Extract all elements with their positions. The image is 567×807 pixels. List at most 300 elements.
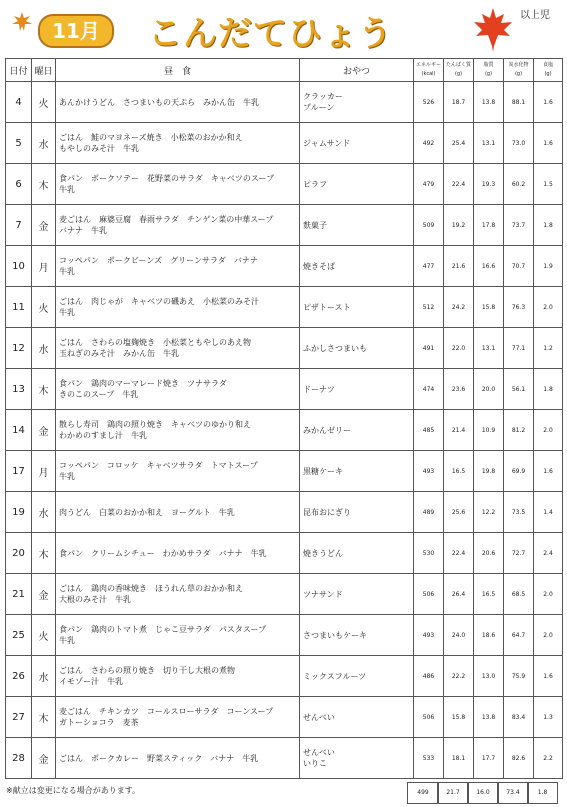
snack-cell-line-1: 麩菓子	[303, 220, 327, 230]
fat-cell-line-1: 17.7	[481, 754, 496, 762]
salt-cell-line-1: 2.0	[543, 631, 553, 639]
protein-cell	[444, 123, 474, 164]
energy-cell	[414, 205, 444, 246]
lunch-cell-line-2: イモゾー汁 牛乳	[59, 677, 123, 686]
weekday-cell-line-1: 水	[38, 508, 49, 520]
fat-cell	[474, 615, 504, 656]
fat-cell-line-1: 13.1	[481, 344, 496, 352]
energy-cell	[414, 533, 444, 574]
snack-cell	[300, 697, 414, 738]
snack-cell-line-1: ツナサンド	[303, 589, 343, 599]
date-cell-line-1: 17	[12, 465, 25, 477]
weekday-cell-line-1: 火	[38, 631, 49, 643]
snack-cell	[300, 82, 414, 123]
energy-cell-line-1: 492	[422, 139, 435, 147]
lunch-cell	[56, 164, 300, 205]
fat-cell-line-1: 13.1	[481, 139, 496, 147]
weekday-cell-line-1: 木	[38, 549, 49, 561]
lunch-cell	[56, 533, 300, 574]
salt-cell-line-1: 1.6	[543, 467, 553, 475]
lunch-cell	[56, 615, 300, 656]
fat-cell-line-1: 20.0	[481, 385, 496, 393]
energy-cell	[414, 410, 444, 451]
weekday-cell-line-1: 火	[38, 98, 49, 110]
header-lunch: 昼 食	[56, 59, 300, 82]
carb-cell	[504, 410, 534, 451]
protein-cell	[444, 492, 474, 533]
snack-cell-line-1: 昆布おにぎり	[303, 507, 351, 517]
date-cell-line-1: 13	[12, 383, 25, 395]
carb-cell	[504, 697, 534, 738]
table-row	[6, 574, 563, 615]
snack-cell-line-1: ミックスフルーツ	[303, 671, 367, 681]
lunch-cell-line-1: ごはん 鶏肉の香味焼き ほうれん草のおかか和え	[59, 584, 243, 593]
carb-cell	[504, 164, 534, 205]
protein-cell-line-1: 16.5	[451, 467, 466, 475]
protein-cell	[444, 697, 474, 738]
table-row	[6, 164, 563, 205]
protein-cell	[444, 246, 474, 287]
protein-cell	[444, 205, 474, 246]
fat-cell-line-1: 12.2	[481, 508, 496, 516]
header-date: 日付	[6, 59, 32, 82]
carb-cell-line-1: 77.1	[511, 344, 526, 352]
snack-cell-line-1: ピザトースト	[303, 302, 351, 312]
snack-cell-line-1: 黒糖ケーキ	[303, 466, 343, 476]
date-cell-line-1: 6	[15, 178, 22, 190]
salt-cell	[534, 738, 563, 779]
carb-cell	[504, 287, 534, 328]
salt-cell-line-1: 2.0	[543, 303, 553, 311]
energy-cell	[414, 369, 444, 410]
energy-cell	[414, 492, 444, 533]
carb-cell-line-1: 73.7	[511, 221, 526, 229]
protein-cell	[444, 410, 474, 451]
date-cell	[6, 328, 32, 369]
energy-cell	[414, 123, 444, 164]
energy-cell	[414, 328, 444, 369]
weekday-cell	[32, 492, 56, 533]
protein-cell-line-1: 25.4	[451, 139, 466, 147]
energy-cell	[414, 82, 444, 123]
snack-cell-line-1: ピラフ	[303, 179, 327, 189]
energy-cell	[414, 697, 444, 738]
carb-cell	[504, 82, 534, 123]
table-row	[6, 738, 563, 779]
carb-cell	[504, 533, 534, 574]
carb-cell-line-1: 56.1	[511, 385, 526, 393]
lunch-cell	[56, 451, 300, 492]
fat-cell	[474, 246, 504, 287]
salt-cell-line-1: 1.3	[543, 713, 553, 721]
energy-cell	[414, 574, 444, 615]
date-cell-line-1: 26	[12, 670, 25, 682]
average-fat: 16.0	[467, 782, 499, 804]
lunch-cell-line-2: 牛乳	[59, 185, 75, 194]
snack-cell-line-1: せんべい	[303, 712, 335, 722]
weekday-cell	[32, 697, 56, 738]
fat-cell-line-1: 17.8	[481, 221, 496, 229]
fat-cell	[474, 205, 504, 246]
header-weekday: 曜日	[32, 59, 56, 82]
table-row	[6, 615, 563, 656]
salt-cell	[534, 164, 563, 205]
snack-cell	[300, 738, 414, 779]
energy-cell	[414, 451, 444, 492]
table-row	[6, 205, 563, 246]
salt-cell	[534, 410, 563, 451]
weekday-cell	[32, 246, 56, 287]
fat-cell	[474, 533, 504, 574]
fat-cell	[474, 82, 504, 123]
date-cell-line-1: 14	[12, 424, 25, 436]
weekday-cell	[32, 615, 56, 656]
lunch-cell-line-1: 散らし寿司 鶏肉の照り焼き キャベツのゆかり和え	[59, 420, 251, 429]
weekday-cell	[32, 123, 56, 164]
date-cell	[6, 164, 32, 205]
page-title: こんだてひょう	[148, 14, 393, 54]
footer-note: ※献立は変更になる場合があります。	[6, 786, 141, 795]
snack-cell	[300, 164, 414, 205]
carb-cell-line-1: 82.6	[511, 754, 526, 762]
salt-cell	[534, 492, 563, 533]
salt-cell-line-1: 1.6	[543, 672, 553, 680]
weekday-cell	[32, 656, 56, 697]
fat-cell	[474, 328, 504, 369]
fat-cell	[474, 410, 504, 451]
weekday-cell-line-1: 水	[38, 139, 49, 151]
fat-cell-line-1: 13.0	[481, 672, 496, 680]
snack-cell-line-1: せんべい	[303, 748, 335, 757]
energy-cell-line-1: 506	[422, 590, 435, 598]
date-cell-line-1: 25	[12, 629, 25, 641]
snack-cell	[300, 656, 414, 697]
average-carb: 73.4	[497, 782, 529, 804]
lunch-cell-line-1: コッペパン コロッケ キャベツサラダ トマトスープ	[59, 461, 258, 470]
protein-cell	[444, 328, 474, 369]
carb-cell	[504, 492, 534, 533]
protein-cell	[444, 451, 474, 492]
protein-cell	[444, 574, 474, 615]
weekday-cell-line-1: 木	[38, 180, 49, 192]
energy-cell	[414, 656, 444, 697]
snack-cell-line-1: ジャムサンド	[303, 138, 351, 148]
snack-cell	[300, 123, 414, 164]
weekday-cell-line-1: 月	[38, 262, 49, 274]
lunch-cell-line-1: 肉うどん 白菜のおかか和え ヨーグルト 牛乳	[59, 507, 235, 517]
date-cell-line-1: 12	[12, 342, 25, 354]
salt-cell	[534, 615, 563, 656]
carb-cell	[504, 615, 534, 656]
average-salt: 1.8	[527, 782, 558, 804]
lunch-cell-line-2: わかめのすまし汁 牛乳	[59, 431, 147, 440]
snack-cell	[300, 451, 414, 492]
table-row	[6, 451, 563, 492]
protein-cell	[444, 287, 474, 328]
menu-table	[5, 58, 563, 779]
protein-cell	[444, 615, 474, 656]
fat-cell-line-1: 20.6	[481, 549, 496, 557]
menu-table-body	[6, 82, 563, 779]
salt-cell	[534, 656, 563, 697]
date-cell-line-1: 19	[12, 506, 25, 518]
lunch-cell	[56, 123, 300, 164]
date-cell	[6, 246, 32, 287]
carb-cell	[504, 246, 534, 287]
lunch-cell	[56, 246, 300, 287]
lunch-cell	[56, 328, 300, 369]
fat-cell	[474, 492, 504, 533]
carb-cell-line-1: 75.9	[511, 672, 526, 680]
snack-cell	[300, 205, 414, 246]
protein-cell-line-1: 18.7	[451, 98, 466, 106]
table-row	[6, 410, 563, 451]
lunch-cell	[56, 410, 300, 451]
snack-cell	[300, 574, 414, 615]
protein-cell-line-1: 21.4	[451, 426, 466, 434]
salt-cell-line-1: 1.6	[543, 98, 553, 106]
lunch-cell	[56, 82, 300, 123]
lunch-cell-line-2: 大根のみそ汁 牛乳	[59, 595, 131, 604]
carb-cell	[504, 328, 534, 369]
energy-cell-line-1: 489	[422, 508, 435, 516]
header-carb: 炭水化物 (g)	[504, 59, 534, 82]
table-row	[6, 697, 563, 738]
protein-cell-line-1: 22.2	[451, 672, 466, 680]
date-cell-line-1: 10	[12, 260, 25, 272]
salt-cell-line-1: 1.8	[543, 385, 553, 393]
snack-cell-line-1: ドーナツ	[303, 384, 335, 394]
salt-cell	[534, 697, 563, 738]
carb-cell	[504, 123, 534, 164]
lunch-cell	[56, 287, 300, 328]
weekday-cell-line-1: 木	[38, 713, 49, 725]
lunch-cell-line-2: きのこのスープ 牛乳	[59, 390, 139, 399]
date-cell-line-1: 20	[12, 547, 25, 559]
table-row	[6, 656, 563, 697]
salt-cell-line-1: 2.0	[543, 590, 553, 598]
snack-cell	[300, 615, 414, 656]
lunch-cell-line-1: ごはん ポークカレー 野菜スティック バナナ 牛乳	[59, 753, 259, 763]
date-cell	[6, 697, 32, 738]
energy-cell	[414, 738, 444, 779]
snack-cell-line-1: 焼きそば	[303, 261, 335, 271]
protein-cell-line-1: 22.4	[451, 549, 466, 557]
fat-cell	[474, 123, 504, 164]
fat-cell-line-1: 16.6	[481, 262, 496, 270]
protein-cell	[444, 738, 474, 779]
carb-cell	[504, 205, 534, 246]
carb-cell	[504, 451, 534, 492]
fat-cell	[474, 164, 504, 205]
protein-cell-line-1: 24.0	[451, 631, 466, 639]
lunch-cell-line-2: 牛乳	[59, 636, 75, 645]
table-row	[6, 123, 563, 164]
protein-cell-line-1: 15.8	[451, 713, 466, 721]
date-cell	[6, 369, 32, 410]
salt-cell-line-1: 1.4	[543, 508, 553, 516]
weekday-cell	[32, 451, 56, 492]
carb-cell	[504, 656, 534, 697]
lunch-cell	[56, 738, 300, 779]
table-row	[6, 287, 563, 328]
weekday-cell	[32, 369, 56, 410]
salt-cell	[534, 451, 563, 492]
header-energy: エネルギー (kcal)	[414, 59, 444, 82]
weekday-cell-line-1: 金	[38, 590, 49, 602]
energy-cell-line-1: 530	[422, 549, 435, 557]
carb-cell-line-1: 60.2	[511, 180, 526, 188]
maple-leaf-icon	[470, 6, 516, 52]
salt-cell-line-1: 1.9	[543, 262, 553, 270]
fat-cell	[474, 574, 504, 615]
weekday-cell	[32, 574, 56, 615]
energy-cell-line-1: 526	[422, 98, 435, 106]
table-row	[6, 82, 563, 123]
fat-cell-line-1: 13.8	[481, 98, 496, 106]
average-energy: 499	[407, 782, 439, 804]
date-cell	[6, 492, 32, 533]
protein-cell-line-1: 22.4	[451, 180, 466, 188]
header-salt: 食塩 (g)	[534, 59, 563, 82]
lunch-cell-line-2: もやしのみそ汁 牛乳	[59, 144, 139, 153]
energy-cell	[414, 164, 444, 205]
lunch-cell-line-1: 食パン ポークソテー 花野菜のサラダ キャベツのスープ	[59, 174, 275, 183]
carb-cell-line-1: 88.1	[511, 98, 526, 106]
date-cell-line-1: 7	[15, 219, 22, 231]
weekday-cell-line-1: 金	[38, 426, 49, 438]
carb-cell-line-1: 68.5	[511, 590, 526, 598]
table-header-row	[6, 59, 563, 82]
protein-cell	[444, 533, 474, 574]
weekday-cell-line-1: 水	[38, 672, 49, 684]
lunch-cell-line-2: バナナ 牛乳	[59, 226, 107, 235]
fat-cell-line-1: 18.6	[481, 631, 496, 639]
date-cell	[6, 656, 32, 697]
header-snack: おやつ	[300, 59, 414, 82]
carb-cell-line-1: 81.2	[511, 426, 526, 434]
header-fat: 脂質 (g)	[474, 59, 504, 82]
weekday-cell-line-1: 金	[38, 221, 49, 233]
date-cell	[6, 451, 32, 492]
protein-cell-line-1: 26.4	[451, 590, 466, 598]
fat-cell	[474, 369, 504, 410]
lunch-cell-line-1: 食パン クリームシチュー わかめサラダ バナナ 牛乳	[59, 548, 267, 558]
lunch-cell	[56, 697, 300, 738]
energy-cell-line-1: 485	[422, 426, 435, 434]
weekday-cell	[32, 82, 56, 123]
protein-cell-line-1: 22.0	[451, 344, 466, 352]
energy-cell-line-1: 493	[422, 631, 435, 639]
snack-cell	[300, 492, 414, 533]
lunch-cell-line-1: ごはん 肉じゃが キャベツの磯あえ 小松菜のみそ汁	[59, 297, 259, 306]
carb-cell	[504, 738, 534, 779]
energy-cell	[414, 615, 444, 656]
lunch-cell-line-2: 牛乳	[59, 472, 75, 481]
lunch-cell-line-1: 麦ごはん チキンカツ コールスローサラダ コーンスープ	[59, 707, 274, 716]
snack-cell-line-2: いりこ	[303, 759, 327, 768]
date-cell	[6, 287, 32, 328]
snack-cell-line-1: ふかしさつまいも	[303, 343, 367, 353]
snack-cell-line-1: さつまいもケーキ	[303, 630, 367, 640]
snack-cell	[300, 246, 414, 287]
weekday-cell-line-1: 月	[38, 467, 49, 479]
protein-cell	[444, 164, 474, 205]
energy-cell	[414, 246, 444, 287]
fat-cell-line-1: 19.3	[481, 180, 496, 188]
salt-cell	[534, 369, 563, 410]
protein-cell-line-1: 23.6	[451, 385, 466, 393]
lunch-cell-line-2: 牛乳	[59, 267, 75, 276]
lunch-cell-line-2: 牛乳	[59, 308, 75, 317]
table-row	[6, 328, 563, 369]
protein-cell-line-1: 25.6	[451, 508, 466, 516]
weekday-cell-line-1: 火	[38, 303, 49, 315]
table-row	[6, 369, 563, 410]
carb-cell-line-1: 73.5	[511, 508, 526, 516]
lunch-cell-line-1: ごはん さわらの照り焼き 切り干し大根の煮物	[59, 666, 235, 675]
salt-cell	[534, 533, 563, 574]
fat-cell-line-1: 19.8	[481, 467, 496, 475]
protein-cell-line-1: 18.1	[451, 754, 466, 762]
snack-cell-line-2: プルーン	[303, 103, 335, 112]
date-cell-line-1: 11	[12, 301, 25, 313]
lunch-cell	[56, 492, 300, 533]
weekday-cell	[32, 738, 56, 779]
carb-cell-line-1: 70.7	[511, 262, 526, 270]
salt-cell	[534, 328, 563, 369]
protein-cell	[444, 656, 474, 697]
salt-cell	[534, 205, 563, 246]
energy-cell-line-1: 512	[422, 303, 435, 311]
weekday-cell-line-1: 水	[38, 344, 49, 356]
fat-cell-line-1: 13.8	[481, 713, 496, 721]
weekday-cell	[32, 164, 56, 205]
salt-cell-line-1: 2.4	[543, 549, 553, 557]
snack-cell-line-1: 焼きうどん	[303, 548, 343, 558]
energy-cell-line-1: 477	[422, 262, 435, 270]
snack-cell	[300, 328, 414, 369]
weekday-cell	[32, 287, 56, 328]
energy-cell-line-1: 506	[422, 713, 435, 721]
page-header	[0, 0, 567, 56]
grade-label: 以上児	[520, 10, 550, 21]
table-row	[6, 533, 563, 574]
date-cell	[6, 410, 32, 451]
carb-cell-line-1: 76.3	[511, 303, 526, 311]
energy-cell	[414, 287, 444, 328]
lunch-cell	[56, 656, 300, 697]
lunch-cell-line-2: ガトーショコラ 麦茶	[59, 718, 139, 727]
protein-cell	[444, 369, 474, 410]
date-cell-line-1: 27	[12, 711, 25, 723]
carb-cell-line-1: 73.0	[511, 139, 526, 147]
date-cell	[6, 205, 32, 246]
fat-cell	[474, 738, 504, 779]
salt-cell-line-1: 1.8	[543, 221, 553, 229]
lunch-cell-line-1: コッペパン ポークビーンズ グリーンサラダ バナナ	[59, 256, 258, 265]
carb-cell	[504, 369, 534, 410]
salt-cell	[534, 574, 563, 615]
salt-cell-line-1: 2.2	[543, 754, 553, 762]
protein-cell-line-1: 19.2	[451, 221, 466, 229]
protein-cell	[444, 82, 474, 123]
weekday-cell	[32, 205, 56, 246]
lunch-cell	[56, 205, 300, 246]
date-cell	[6, 574, 32, 615]
carb-cell-line-1: 72.7	[511, 549, 526, 557]
date-cell-line-1: 5	[15, 137, 22, 149]
